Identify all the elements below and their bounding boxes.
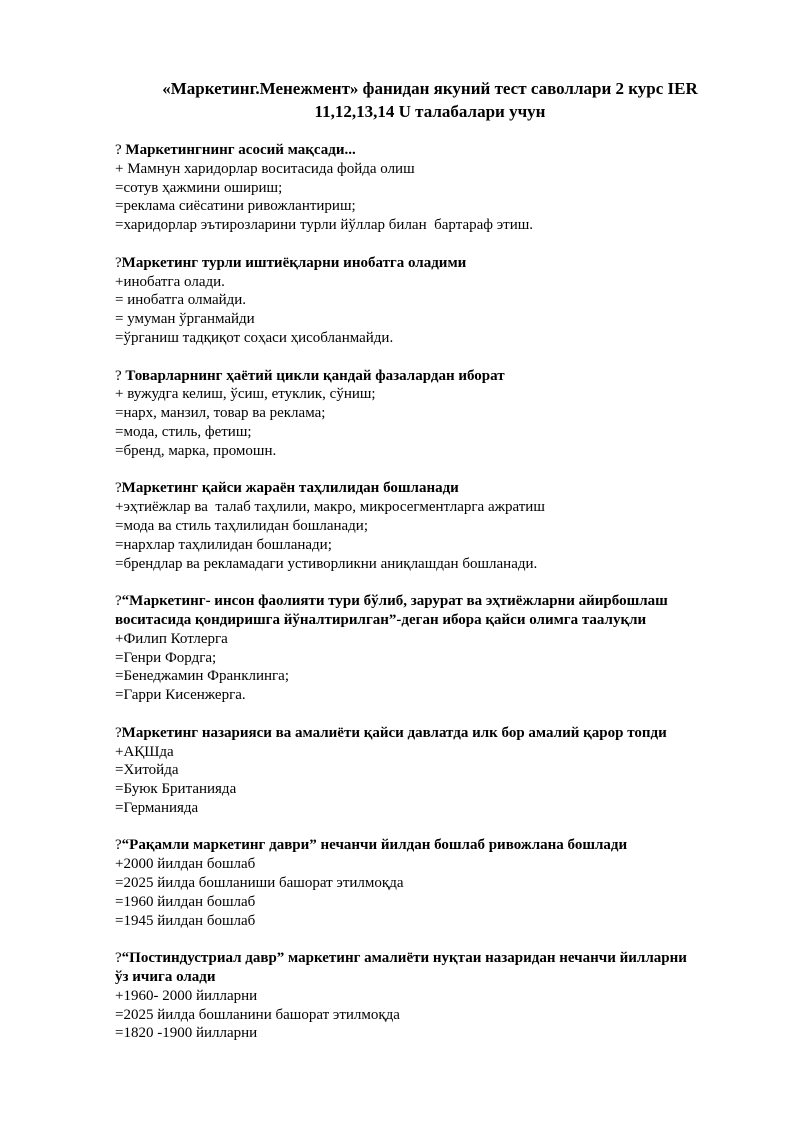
question-block: [115, 479, 755, 573]
question-mark: ?: [115, 593, 122, 610]
answer-option: =мода, стиль, фетиш;: [115, 423, 252, 440]
question-text-span: Маркетинг қайси жараён таҳлилидан бошланади: [121, 480, 459, 497]
question-block: [115, 724, 755, 818]
answer-option: +1960- 2000 йилларни: [115, 987, 258, 1004]
question-text-span: “Рақамли маркетинг даври” нечанчи йилдан бошлаб ривожлана бошлади: [121, 837, 628, 854]
answer-option: +2000 йилдан бошлаб: [115, 856, 256, 873]
question-block: [115, 367, 755, 461]
answer-option: + вужудга келиш, ўсиш, етуклик, сўниш;: [115, 386, 376, 403]
answer-option: =сотув ҳажмини ошириш;: [115, 179, 283, 196]
answer-option: =Гарри Кисенжерга.: [115, 687, 246, 704]
question-text: [115, 611, 755, 630]
answer-option: +АҚШда: [115, 743, 174, 760]
question-mark: ?: [115, 480, 122, 497]
question-block: [115, 141, 755, 235]
question-text: [115, 949, 755, 968]
question-mark: ?: [115, 254, 122, 271]
question-block: [115, 949, 755, 1043]
question-text: [115, 367, 755, 386]
question-text: [115, 836, 755, 855]
answer-option: =харидорлар эътирозларини турли йўллар билан бартараф этиш.: [115, 217, 534, 234]
title-line-2: 11,12,13,14 U талабалари учун: [314, 102, 546, 121]
question-text: [115, 479, 755, 498]
answer-option: +Филип Котлерга: [115, 630, 228, 647]
answer-option: =Генри Фордга;: [115, 649, 217, 666]
answer-option: =Бенеджамин Франклинга;: [115, 668, 290, 685]
answer-option: =нарх, манзил, товар ва реклама;: [115, 405, 326, 422]
answer-option: + Мамнун харидорлар воситасида фойда олиш: [115, 160, 415, 177]
answer-option: =1960 йилдан бошлаб: [115, 893, 256, 910]
answer-option: =реклама сиёсатини ривожлантириш;: [115, 198, 356, 215]
question-text-span: Маркетингнинг асосий мақсади...: [125, 142, 356, 158]
question-text: [115, 968, 755, 987]
question-mark: ?: [115, 367, 126, 384]
answer-option: =1945 йилдан бошлаб: [115, 912, 256, 929]
answer-option: = умуман ўрганмайди: [115, 311, 255, 328]
question-text: [115, 141, 755, 160]
question-mark: ?: [115, 724, 122, 741]
answer-option: =бренд, марка, промошн.: [115, 442, 277, 459]
question-block: [115, 836, 755, 930]
question-mark: ?: [115, 950, 122, 967]
question-mark: ?: [115, 142, 126, 158]
answer-option: =нархлар таҳлилидан бошланади;: [115, 536, 332, 553]
question-text-span: “Маркетинг- инсон фаолияти тури бўлиб, зарурат ва эҳтиёжларни айирбошлаш: [121, 593, 668, 610]
question-block: [115, 254, 755, 348]
title-line-1: «Маркетинг.Менежмент» фанидан якуний тест саволлари 2 курс IER: [162, 79, 698, 98]
question-text: [115, 592, 755, 611]
answer-option: =2025 йилда бошланиши башорат этилмоқда: [115, 875, 404, 892]
answer-option: =Германияда: [115, 799, 199, 816]
answer-option: =мода ва стиль таҳлилидан бошланади;: [115, 517, 368, 534]
answer-option: +эҳтиёжлар ва талаб таҳлили, макро, микросегментларга ажратиш: [115, 499, 545, 516]
question-list: [115, 141, 755, 1062]
question-text-span: Маркетинг турли иштиёқларни инобатга оладими: [121, 254, 467, 271]
question-text: [115, 724, 755, 743]
question-mark: ?: [115, 837, 122, 854]
question-block: [115, 592, 755, 705]
question-text-span: “Постиндустриал давр” маркетинг амалиёти нуқтаи назаридан нечанчи йилларни: [121, 950, 687, 967]
document-title: [110, 77, 750, 123]
question-text-span: ўз ичига олади: [115, 969, 216, 986]
answer-option: =1820 -1900 йилларни: [115, 1025, 258, 1042]
question-text: [115, 254, 755, 273]
answer-option: +инобатга олади.: [115, 273, 225, 290]
answer-option: =ўрганиш тадқиқот соҳаси ҳисобланмайди.: [115, 329, 394, 346]
question-text-span: Маркетинг назарияси ва амалиёти қайси давлатда илк бор амалий қарор топди: [121, 724, 667, 741]
answer-option: =Буюк Британияда: [115, 781, 237, 798]
question-text-span: Товарларнинг ҳаётий цикли қандай фазалардан иборат: [125, 367, 505, 384]
answer-option: = инобатга олмайди.: [115, 292, 247, 309]
answer-option: =Хитойда: [115, 762, 179, 779]
question-text-span: воситасида қондиришга йўналтирилган”-деган ибора қайси олимга таалуқли: [115, 611, 647, 628]
answer-option: =брендлар ва рекламадаги устиворликни аниқлашдан бошланади.: [115, 555, 538, 572]
answer-option: =2025 йилда бошланини башорат этилмоқда: [115, 1006, 400, 1023]
